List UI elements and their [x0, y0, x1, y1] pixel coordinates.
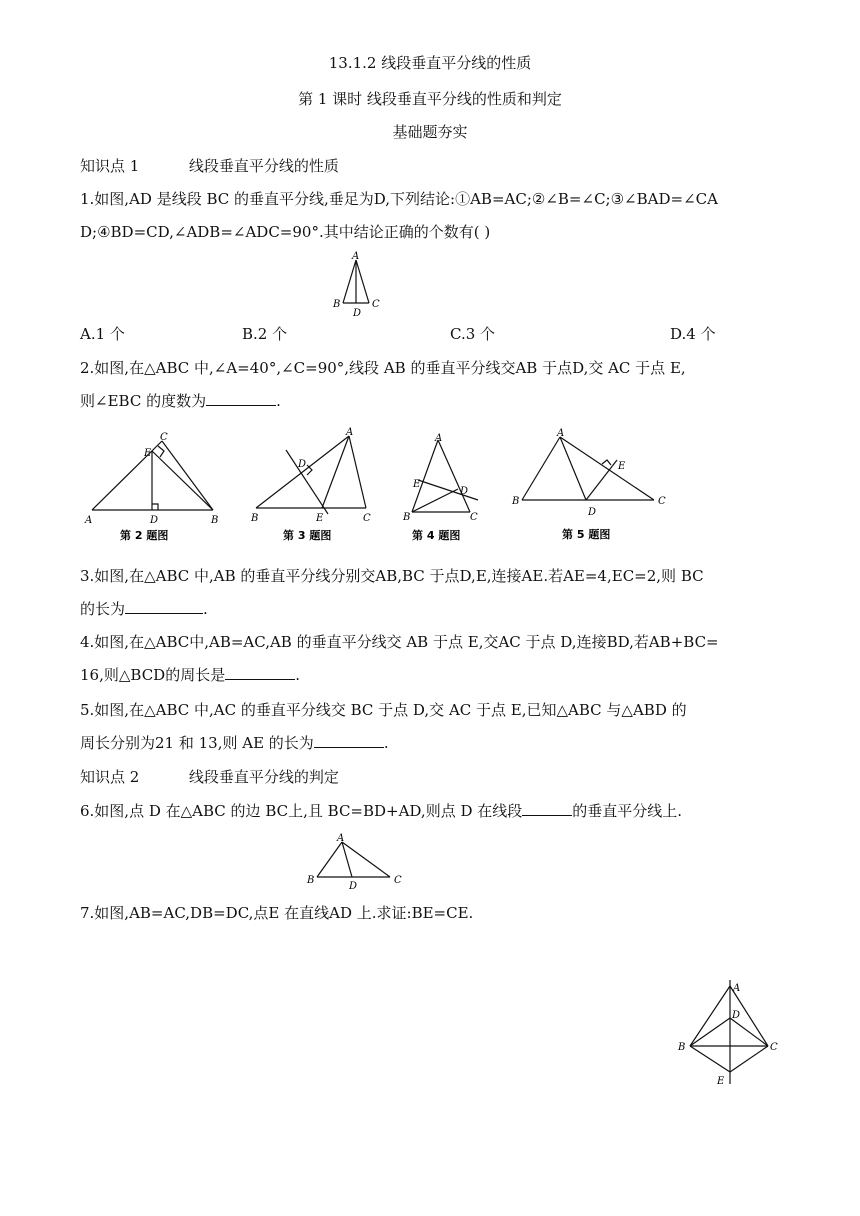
q5-line1: 5.如图,在△ABC 中,AC 的垂直平分线交 BC 于点 D,交 AC 于点 E,已知△ABC 与△ABD 的: [80, 701, 687, 719]
label-e: E: [413, 479, 421, 490]
segment-bc: [162, 441, 213, 510]
kp1-label: 知识点 1: [80, 157, 140, 175]
label-e: E: [144, 448, 152, 459]
label-e: E: [316, 513, 324, 524]
label-d: D: [349, 881, 358, 892]
label-a: A: [435, 433, 443, 444]
right-angle-mark-c: [158, 446, 164, 457]
q4-line1: 4.如图,在△ABC中,AB=AC,AB 的垂直平分线交 AB 于点 E,交AC 于点 D,连接BD,若AB+BC=: [80, 633, 719, 651]
doc-subtitle: 第 1 课时 线段垂直平分线的性质和判定: [298, 90, 562, 108]
q5-figure: [508, 424, 676, 548]
label-c: C: [470, 512, 478, 523]
q4-answer-blank[interactable]: [225, 665, 295, 680]
label-b: B: [211, 515, 219, 526]
label-b: B: [512, 496, 520, 507]
segment-be: [152, 451, 213, 510]
label-a: A: [85, 515, 93, 526]
segment-ab: [690, 986, 730, 1046]
label-c: C: [770, 1042, 778, 1053]
q1-option-a: A.1 个: [80, 325, 125, 343]
q3-text: 的长为: [80, 600, 126, 618]
q2-text: 则∠EBC 的度数为: [80, 392, 207, 410]
q4-line2: [80, 664, 300, 685]
q1-option-b: B.2 个: [242, 325, 288, 343]
segment-ac: [438, 440, 470, 512]
caption-q5: 第 5 题图: [562, 528, 611, 541]
segment-ac: [342, 842, 390, 877]
q5-line2: [80, 732, 389, 753]
label-b: B: [678, 1042, 686, 1053]
q3-answer-blank[interactable]: [125, 599, 203, 614]
segment-ad: [342, 842, 352, 877]
segment-ad: [560, 437, 586, 500]
q3-figure: [246, 426, 386, 548]
section-heading: 基础题夯实: [392, 123, 468, 141]
q2-answer-blank[interactable]: [206, 391, 276, 406]
segment-ab: [522, 437, 560, 500]
q7-figure: [672, 978, 784, 1090]
segment-ac: [560, 437, 654, 500]
q5-text: 周长分别为21 和 13,则 AE 的长为: [80, 734, 314, 752]
label-b: B: [307, 875, 315, 886]
segment-be: [690, 1046, 730, 1072]
q6-text-pre: 6.如图,点 D 在△ABC 的边 BC上,且 BC=BD+AD,则点 D 在线段: [80, 802, 523, 820]
label-d: D: [353, 308, 362, 319]
label-c: C: [658, 496, 666, 507]
q6-figure: [300, 832, 410, 894]
label-c: C: [363, 513, 371, 524]
q4-figure: [398, 432, 498, 548]
label-c: C: [372, 299, 380, 310]
segment-bd: [690, 1018, 730, 1046]
q2-line2: [80, 390, 281, 411]
q3-line1: 3.如图,在△ABC 中,AB 的垂直平分线分别交AB,BC 于点D,E,连接AE.若AE=4,EC=2,则 BC: [80, 567, 704, 585]
q7-line1: 7.如图,AB=AC,DB=DC,点E 在直线AD 上.求证:BE=CE.: [80, 904, 474, 922]
q1-figure: [328, 248, 398, 320]
label-d: D: [150, 515, 159, 526]
label-d: D: [588, 507, 597, 518]
right-angle-mark-e: [602, 460, 611, 465]
q4-text: 16,则△BCD的周长是: [80, 666, 226, 684]
q5-answer-blank[interactable]: [314, 733, 384, 748]
q6-text-post: 的垂直平分线上.: [572, 802, 683, 820]
perpendicular-bisector: [286, 450, 328, 514]
caption-q2: 第 2 题图: [120, 529, 169, 542]
q6-answer-blank[interactable]: [522, 801, 572, 816]
kp1-title: 线段垂直平分线的性质: [188, 157, 339, 175]
q2-line1: 2.如图,在△ABC 中,∠A=40°,∠C=90°,线段 AB 的垂直平分线交AB 于点D,交 AC 于点 E,: [80, 359, 686, 377]
label-d: D: [460, 486, 469, 497]
label-e: E: [717, 1076, 725, 1087]
perpendicular-bisector: [586, 460, 617, 500]
segment-cd: [730, 1018, 768, 1046]
label-c: C: [160, 432, 168, 443]
label-d: D: [298, 459, 307, 470]
right-angle-mark-d: [152, 504, 158, 510]
q1-option-c: C.3 个: [450, 325, 496, 343]
q3-end: .: [203, 600, 208, 618]
kp2-label: 知识点 2: [80, 768, 140, 786]
kp1-heading: [80, 155, 339, 176]
segment-ab: [317, 842, 342, 877]
label-a: A: [346, 427, 354, 438]
q1-line2: D;④BD=CD,∠ADB=∠ADC=90°.其中结论正确的个数有( ): [80, 223, 491, 241]
doc-title: 13.1.2 线段垂直平分线的性质: [328, 54, 532, 72]
label-a: A: [557, 428, 565, 439]
q5-end: .: [383, 734, 389, 752]
kp2-title: 线段垂直平分线的判定: [188, 768, 339, 786]
kp2-heading: [80, 766, 339, 787]
label-b: B: [251, 513, 259, 524]
label-b: B: [333, 299, 341, 310]
label-a: A: [733, 983, 741, 994]
segment-ac: [356, 260, 369, 303]
label-c: C: [394, 875, 402, 886]
caption-q3: 第 3 题图: [283, 529, 332, 542]
label-a: A: [337, 833, 345, 844]
label-e: E: [618, 461, 626, 472]
segment-ce: [730, 1046, 768, 1072]
q2-end: .: [276, 392, 281, 410]
q2-figure: [80, 430, 230, 548]
q1-line1: 1.如图,AD 是线段 BC 的垂直平分线,垂足为D,下列结论:①AB=AC;②∠B=∠C;③∠BAD=∠CA: [80, 190, 718, 208]
label-d: D: [732, 1010, 741, 1021]
label-b: B: [403, 512, 411, 523]
q4-end: .: [295, 666, 300, 684]
q6-line: [80, 800, 682, 821]
perpendicular-bisector: [418, 480, 478, 500]
segment-ac: [349, 436, 366, 508]
q3-line2: [80, 598, 208, 619]
label-a: A: [352, 251, 360, 262]
q1-option-d: D.4 个: [670, 325, 716, 343]
segment-ab: [343, 260, 356, 303]
caption-q4: 第 4 题图: [412, 529, 461, 542]
